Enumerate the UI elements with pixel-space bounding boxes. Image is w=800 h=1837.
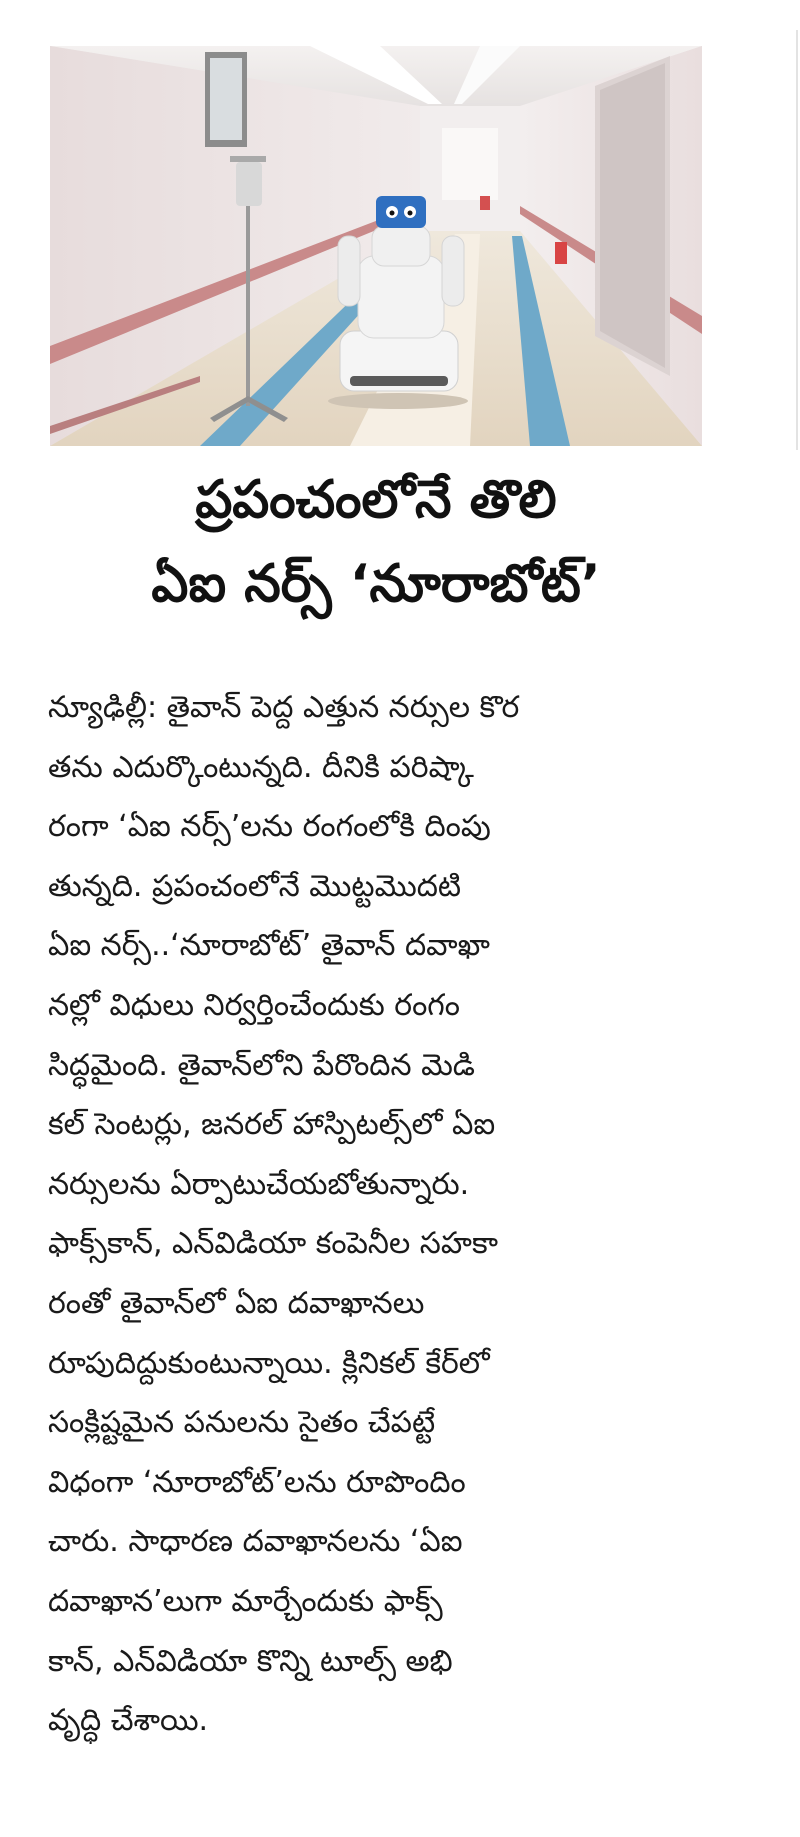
body-line: తను ఎదుర్కొంటున్నది. దీనికి పరిష్కా (48, 749, 474, 785)
article-photo (50, 46, 702, 446)
body-line: కల్ సెంటర్లు, జనరల్ హాస్పిటల్స్‌లో ఏఐ (48, 1107, 496, 1143)
body-line: నర్సులను ఏర్పాటుచేయబోతున్నారు. (48, 1166, 470, 1202)
headline-line-2: ఏఐ నర్స్ ‘నూరాబోట్’ (151, 554, 601, 614)
body-line: కాన్, ఎన్‌విడియా కొన్ని టూల్స్ అభి (48, 1643, 453, 1679)
body-line: నల్లో విధులు నిర్వర్తించేందుకు రంగం (48, 987, 460, 1023)
body-line: ఫాక్స్‌కాన్, ఎన్‌విడియా కంపెనీల సహకా (48, 1226, 499, 1262)
headline (50, 458, 702, 626)
body-line: తున్నది. ప్రపంచంలోనే మొట్టమొదటి (48, 868, 462, 904)
body-line: న్యూఢిల్లీ: తైవాన్ పెద్ద ఎత్తున నర్సుల కొర (48, 690, 520, 725)
body-line: రంతో తైవాన్‌లో ఏఐ దవాఖానలు (48, 1285, 425, 1321)
body-line: రూపుదిద్దుకుంటున్నాయి. క్లినికల్ కేర్‌లో (48, 1345, 490, 1381)
body-line: వృద్ధి చేశాయి. (48, 1703, 209, 1739)
body-line: చారు. సాధారణ దవాఖానలను ‘ఏఐ (48, 1524, 463, 1560)
page-edge-divider (796, 30, 798, 450)
body-line: దవాఖాన’లుగా మార్చేందుకు ఫాక్స్ (48, 1583, 443, 1619)
body-line: సిద్ధమైంది. తైవాన్‌లోని పేరొందిన మెడి (48, 1047, 476, 1083)
body-line: సంక్లిష్టమైన పనులను సైతం చేపట్టే (48, 1405, 436, 1441)
body-line: విధంగా ‘నూరాబోట్’లను రూపొందిం (48, 1464, 466, 1500)
body-line: ఏఐ నర్స్..‘నూరాబోట్’ తైవాన్ దవాఖా (48, 928, 490, 964)
body-line: రంగా ‘ఏఐ నర్స్’లను రంగంలోకి దింపు (48, 809, 491, 845)
article-body (48, 678, 708, 1751)
headline-line-1: ప్రపంచంలోనే తొలి (195, 470, 557, 530)
